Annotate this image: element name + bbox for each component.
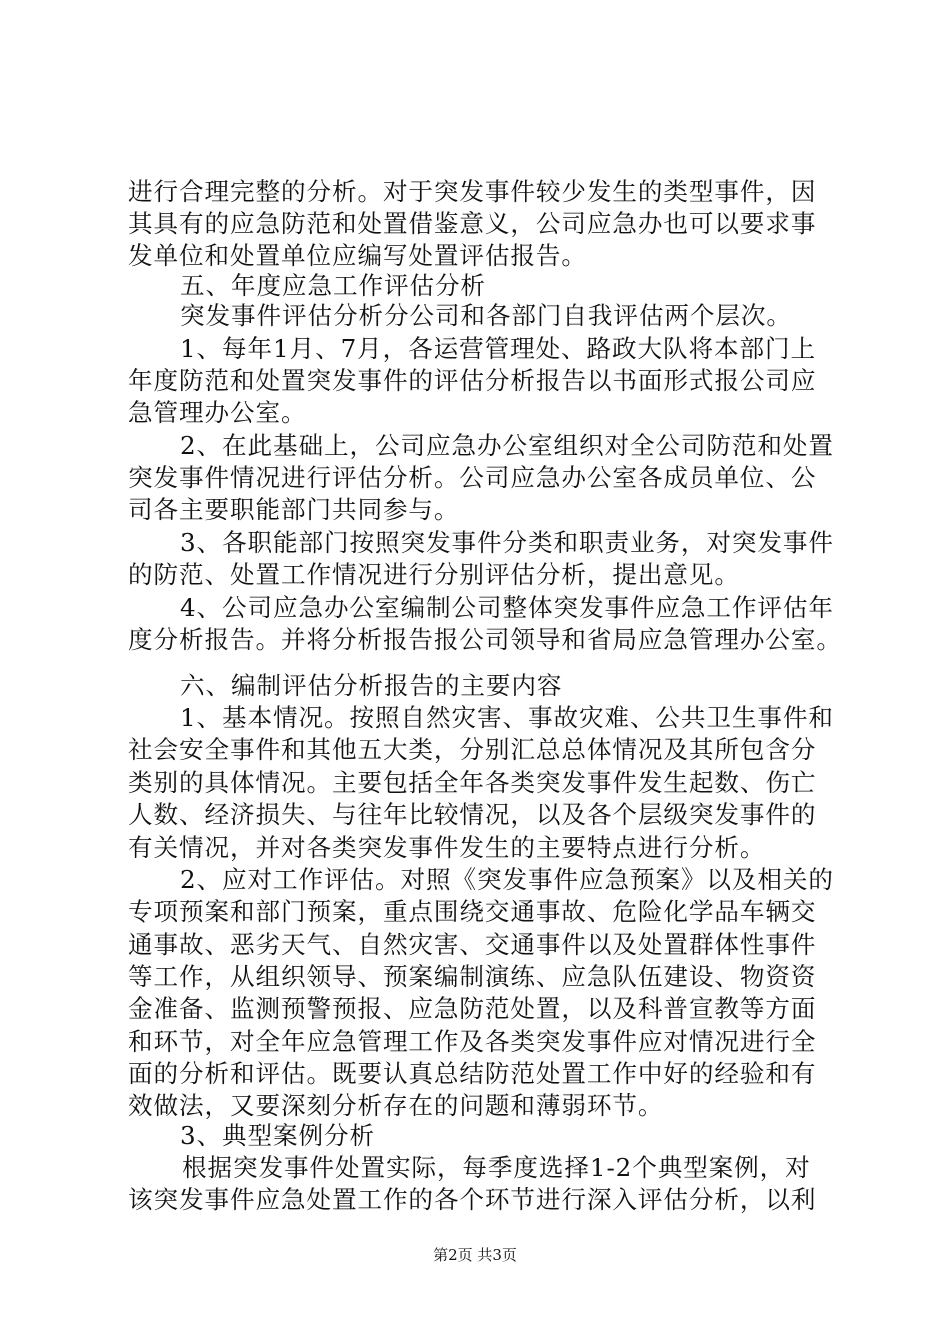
section-heading: 五、年度应急工作评估分析 (180, 271, 486, 300)
body-line: 急管理办公室。 (128, 398, 307, 427)
body-line: 4、公司应急办公室编制公司整体突发事件应急工作评估年 (180, 593, 834, 622)
page-number: 第2页 共3页 (433, 1246, 517, 1264)
body-line: 效做法，又要深刻分析存在的问题和薄弱环节。 (128, 1091, 664, 1120)
section-heading: 六、编制评估分析报告的主要内容 (180, 671, 563, 700)
body-line: 1、每年1月、7月，各运营管理处、路政大队将本部门上 (180, 334, 816, 363)
body-line: 1、基本情况。按照自然灾害、事故灾难、公共卫生事件和 (180, 703, 834, 732)
body-line: 有关情况，并对各类突发事件发生的主要特点进行分析。 (128, 833, 766, 862)
body-line: 突发事件情况进行评估分析。公司应急办公室各成员单位、公 (128, 463, 817, 492)
body-line: 面的分析和评估。既要认真总结防范处置工作中好的经验和有 (128, 1059, 817, 1088)
body-line: 通事故、恶劣天气、自然灾害、交通事件以及处置群体性事件 (128, 930, 817, 959)
body-line: 司各主要职能部门共同参与。 (128, 495, 460, 524)
body-line: 突发事件评估分析分公司和各部门自我评估两个层次。 (180, 301, 792, 330)
body-line: 年度防范和处置突发事件的评估分析报告以书面形式报公司应 (128, 366, 817, 395)
body-line: 的防范、处置工作情况进行分别评估分析，提出意见。 (128, 560, 740, 589)
body-line: 2、应对工作评估。对照《突发事件应急预案》以及相关的 (180, 865, 834, 894)
body-line: 类别的具体情况。主要包括全年各类突发事件发生起数、伤亡 (128, 768, 817, 797)
body-line: 度分析报告。并将分析报告报公司领导和省局应急管理办公室。 (128, 625, 842, 654)
body-line: 2、在此基础上，公司应急办公室组织对全公司防范和处置 (180, 431, 834, 460)
body-line: 发单位和处置单位应编写处置评估报告。 (128, 241, 587, 270)
body-line: 根据突发事件处置实际，每季度选择1-2个典型案例，对 (182, 1153, 811, 1182)
body-line: 该突发事件应急处置工作的各个环节进行深入评估分析，以利 (128, 1185, 817, 1214)
body-line: 进行合理完整的分析。对于突发事件较少发生的类型事件，因 (128, 177, 817, 206)
body-line: 等工作，从组织领导、预案编制演练、应急队伍建设、物资资 (128, 962, 817, 991)
body-line: 其具有的应急防范和处置借鉴意义，公司应急办也可以要求事 (128, 209, 817, 238)
body-line: 和环节，对全年应急管理工作及各类突发事件应对情况进行全 (128, 1027, 817, 1056)
body-line: 金准备、监测预警预报、应急防范处置，以及科普宣教等方面 (128, 994, 817, 1023)
section-heading: 3、典型案例分析 (180, 1121, 376, 1150)
body-line: 3、各职能部门按照突发事件分类和职责业务，对突发事件 (180, 528, 834, 557)
body-line: 专项预案和部门预案，重点围绕交通事故、危险化学品车辆交 (128, 897, 817, 926)
body-line: 人数、经济损失、与往年比较情况，以及各个层级突发事件的 (128, 800, 817, 829)
body-line: 社会安全事件和其他五大类，分别汇总总体情况及其所包含分 (128, 735, 817, 764)
